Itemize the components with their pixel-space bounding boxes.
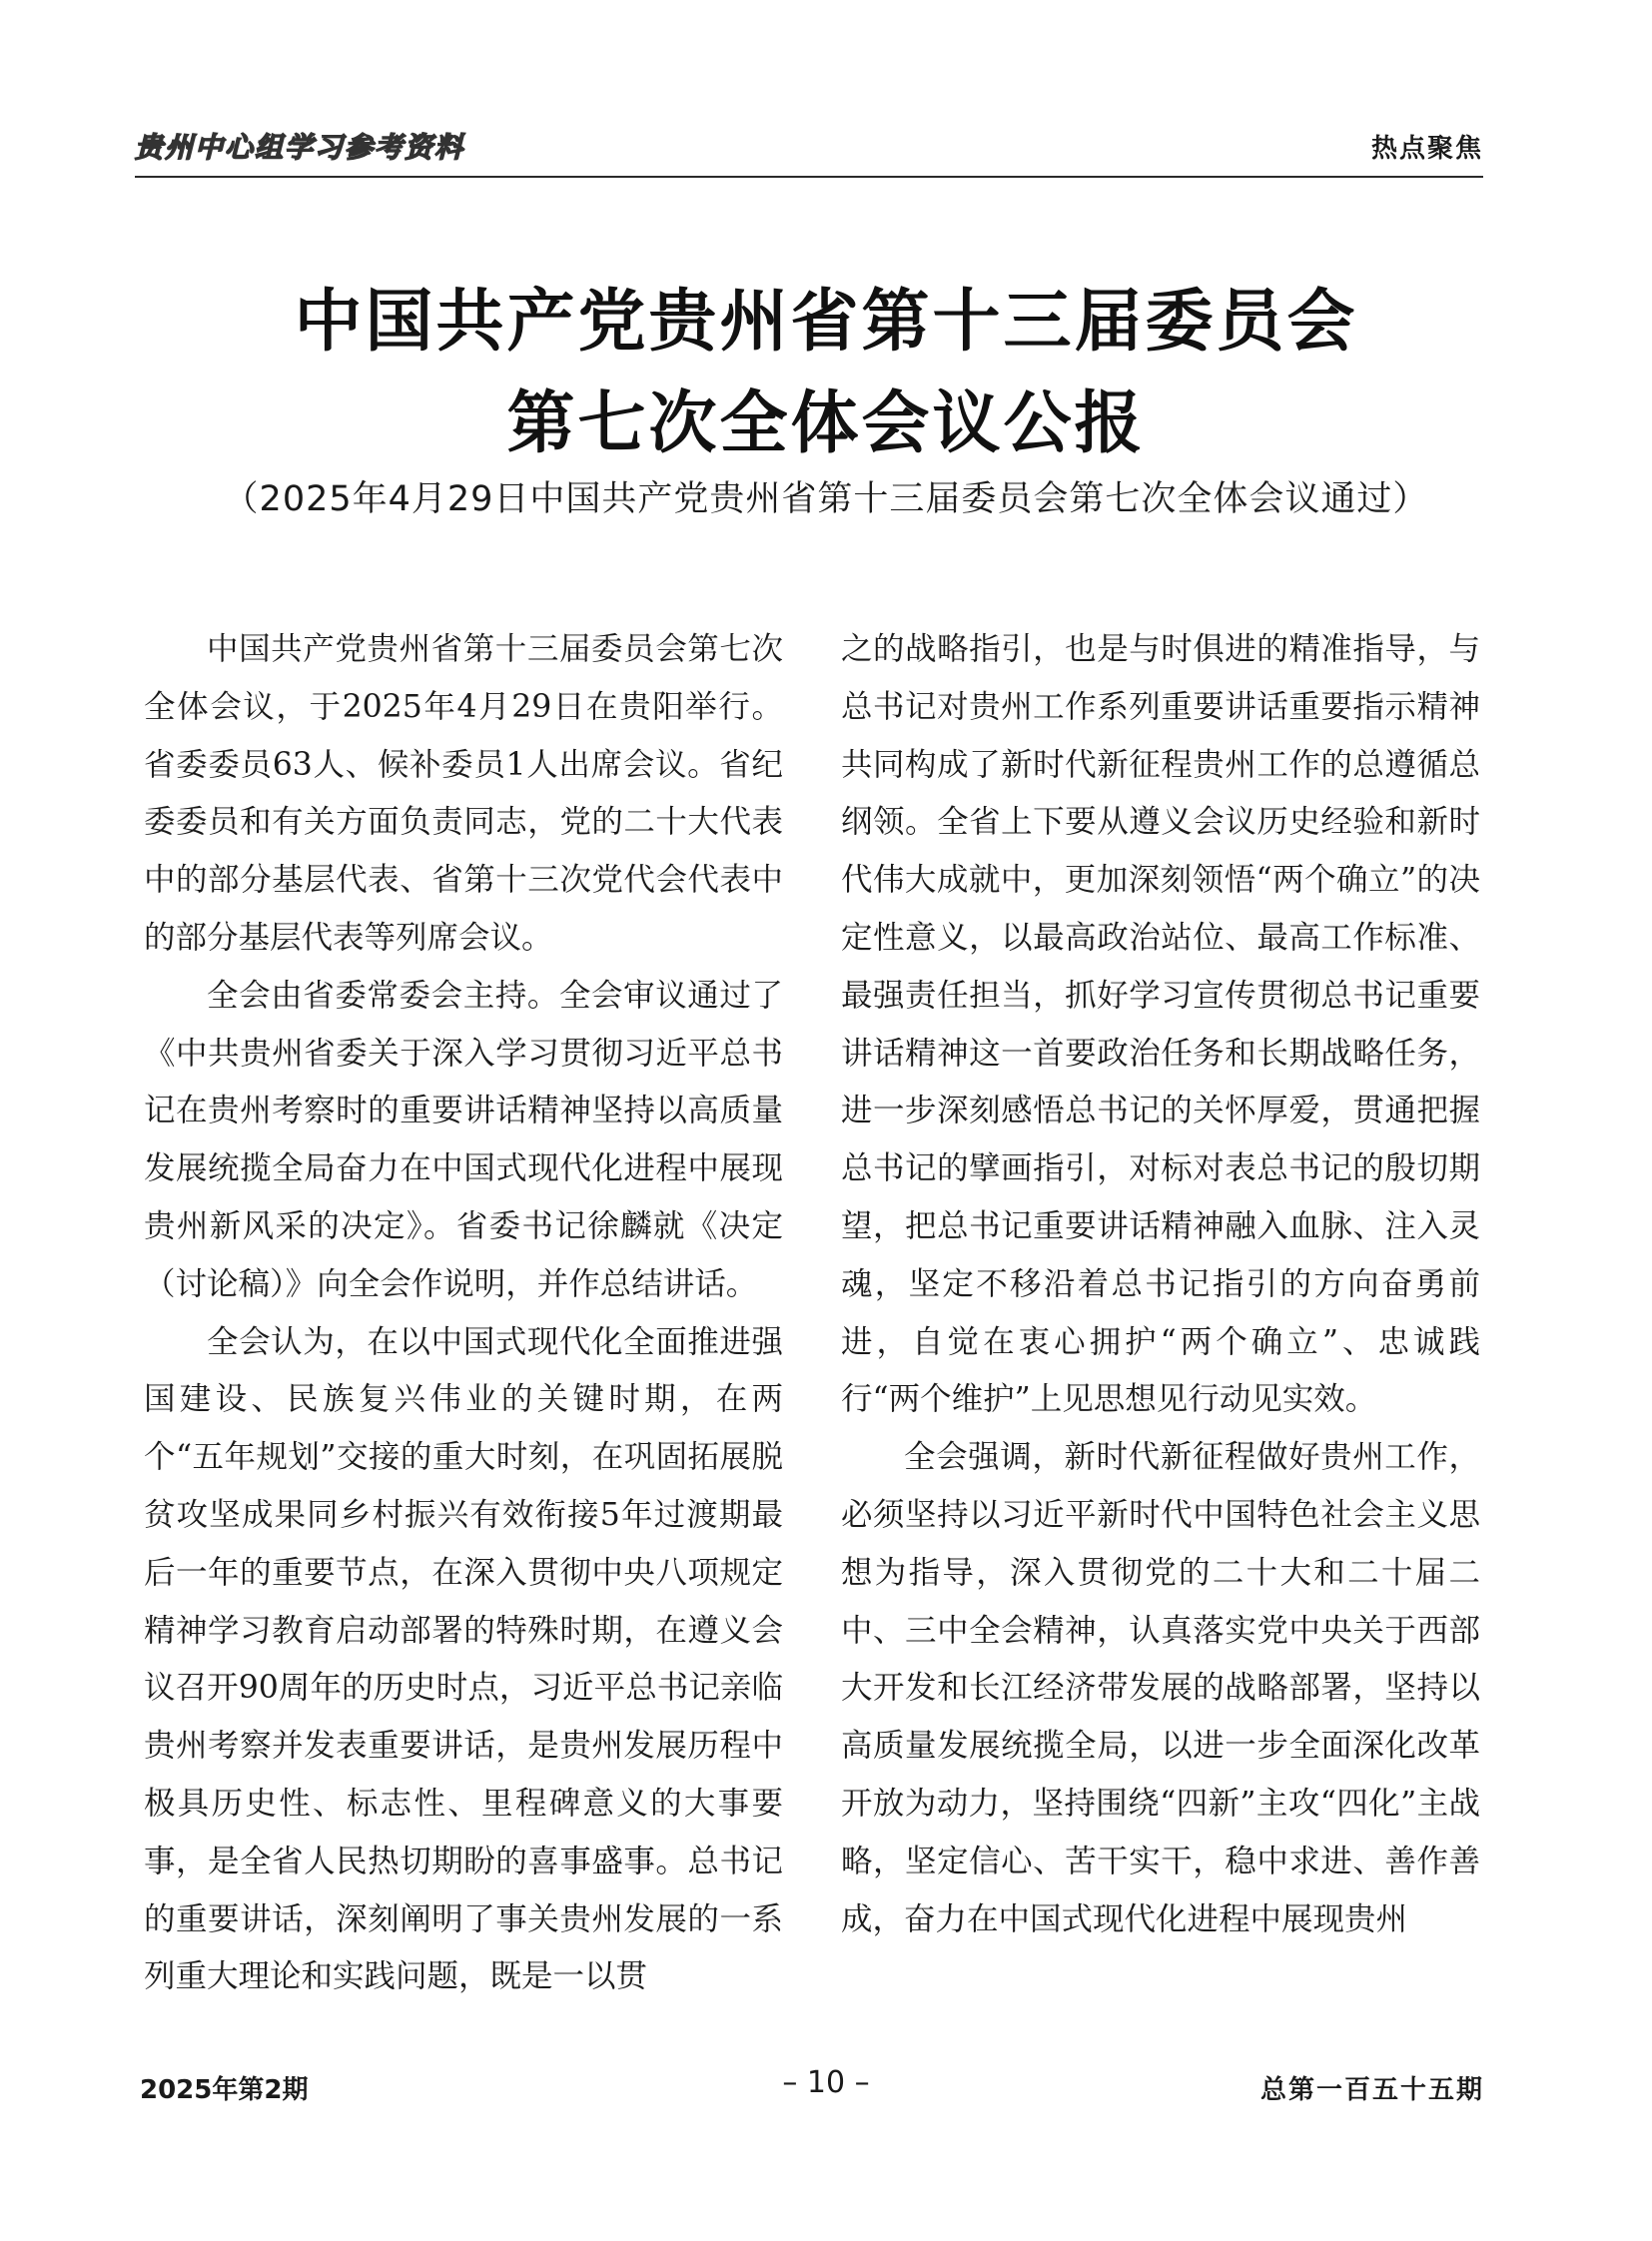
paragraph: 中国共产党贵州省第十三届委员会第七次全体会议，于2025年4月29日在贵阳举行。省委委员63人、候补委员1人出席会议。省纪委委员和有关方面负责同志，党的二十大代表中的部分基层代表、省第十三次党代会代表中的部分基层代表等列席会议。 — [144, 631, 783, 956]
paragraph: 之的战略指引，也是与时俱进的精准指导，与总书记对贵州工作系列重要讲话重要指示精神共同构成了新时代新征程贵州工作的总遵循总纲领。全省上下要从遵义会议历史经验和新时代伟大成就中，更加深刻领悟“两个确立”的决定性意义，以最高政治站位、最高工作标准、最强责任担当，抓好学习宣传贯彻总书记重要讲话精神这一首要政治任务和长期战略任务，进一步深刻感悟总书记的关怀厚爱，贯通把握总书记的擘画指引，对标对表总书记的殷切期望，把总书记重要讲话精神融入血脉、注入灵魂，坚定不移沿着总书记指引的方向奋勇前进，自觉在衷心拥护“两个确立”、忠诚践行“两个维护”上见思想见行动见实效。 — [841, 631, 1480, 1418]
journal-name: 贵州中心组学习参考资料 — [135, 131, 465, 164]
page-number: – 10 – — [782, 2065, 870, 2100]
paragraph: 全会认为，在以中国式现代化全面推进强国建设、民族复兴伟业的关键时期，在两个“五年规划”交接的重大时刻，在巩固拓展脱贫攻坚成果同乡村振兴有效衔接5年过渡期最后一年的重要节点，在深入贯彻中央八项规定精神学习教育启动部署的特殊时期，在遵义会议召开90周年的历史时点，习近平总书记亲临贵州考察并发表重要讲话，是贵州发展历程中极具历史性、标志性、里程碑意义的大事要事，是全省人民热切期盼的喜事盛事。总书记的重要讲话，深刻阐明了事关贵州发展的一系列重大理论和实践问题，既是一以贯 — [144, 1323, 783, 1995]
paragraph: 全会由省委常委会主持。全会审议通过了《中共贵州省委关于深入学习贯彻习近平总书记在贵州考察时的重要讲话精神坚持以高质量发展统揽全局奋力在中国式现代化进程中展现贵州新风采的决定》。省委书记徐麟就《决定（讨论稿）》向全会作说明，并作总结讲话。 — [144, 977, 783, 1302]
page-header — [135, 118, 1483, 178]
article-title-line-1: 中国共产党贵州省第十三届委员会 — [294, 283, 1358, 362]
total-issue-label: 总第一百五十五期 — [1259, 2075, 1484, 2105]
right-column — [841, 621, 1480, 2044]
section-label: 热点聚焦 — [1370, 134, 1483, 164]
left-column — [144, 621, 783, 2044]
article-title-line-2: 第七次全体会议公报 — [506, 384, 1146, 463]
paragraph: 全会强调，新时代新征程做好贵州工作，必须坚持以习近平新时代中国特色社会主义思想为指导，深入贯彻党的二十大和二十届二中、三中全会精神，认真落实党中央关于西部大开发和长江经济带发展的战略部署，坚持以高质量发展统揽全局，以进一步全面深化改革开放为动力，坚持围绕“四新”主攻“四化”主战略，坚定信心、苦干实干，稳中求进、善作善成，奋力在中国式现代化进程中展现贵州 — [841, 1439, 1480, 1937]
article-subtitle: （2025年4月29日中国共产党贵州省第十三届委员会第七次全体会议通过） — [223, 479, 1429, 519]
issue-label: 2025年第2期 — [140, 2075, 309, 2105]
